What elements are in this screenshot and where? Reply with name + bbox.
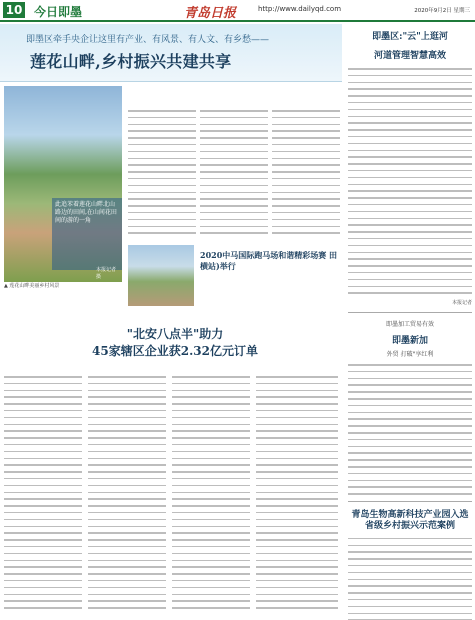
main-story [0,24,342,289]
photo-credit: 本报记者 摄 [96,267,117,280]
story-body-col-3 [272,110,340,239]
bottom-headline-line-1: "北安八点半"助力 [126,327,224,341]
right-story1-byline: 本报记者 [451,300,472,307]
race-headline: 2020中马国际跑马场和谐精彩场赛 田横站)举行 [200,250,338,271]
right-story3-body [348,538,472,620]
story-kicker: 即墨区牵手央企让这里有产业、有风景、有人文、有乡愁—— [26,35,270,45]
section-title: 今日即墨 [34,5,83,19]
right-story1-title: 河道管理智慧高效 [373,51,446,61]
right-story1-kicker: 即墨区:"云"上逛河 [372,32,448,42]
right-story2-title: 即墨新加 [391,336,428,347]
right-story2-kicker: 即墨加工贸易有效 [385,321,434,329]
bottom-headline-line-2: 45家辖区企业获2.32亿元订单 [92,344,258,358]
story-body-col-1 [128,110,196,239]
bottom-body-col-2 [88,376,166,614]
right-divider-1 [348,312,472,313]
right-divider-2 [348,501,472,502]
story-headline: 莲花山畔,乡村振兴共建共享 [30,52,232,71]
issue-date: 2020年9月2日 星期三 [414,8,470,14]
story-body-col-2 [200,110,268,239]
photo-caption: 此追苯着莲花山畔北山路边的田间,在山间花田间的游的一角 [52,198,122,270]
story-photo [4,86,122,282]
newspaper-logo: 青岛日报 [184,6,237,21]
right-story2-subtitle: 外贸 打破"享红利 [386,351,434,359]
right-story3-title: 青岛生物高新科技产业园入选省级乡村振兴示范案例 [351,509,469,531]
photo-subcaption: ▲ 莲花山畔美丽乡村风景 [4,283,60,289]
page-number: 10 [3,2,25,18]
bottom-body-col-4 [256,376,338,614]
right-column [348,24,472,620]
bottom-story [0,290,342,620]
bottom-body-col-1 [4,376,82,614]
right-story1-body [348,68,472,294]
right-story2-body [348,364,472,495]
page-header [0,0,475,22]
story-banner [0,24,342,82]
bottom-body-col-3 [172,376,250,614]
site-url[interactable]: http://www.dailyqd.com [258,5,342,13]
bottom-headline [60,326,290,360]
